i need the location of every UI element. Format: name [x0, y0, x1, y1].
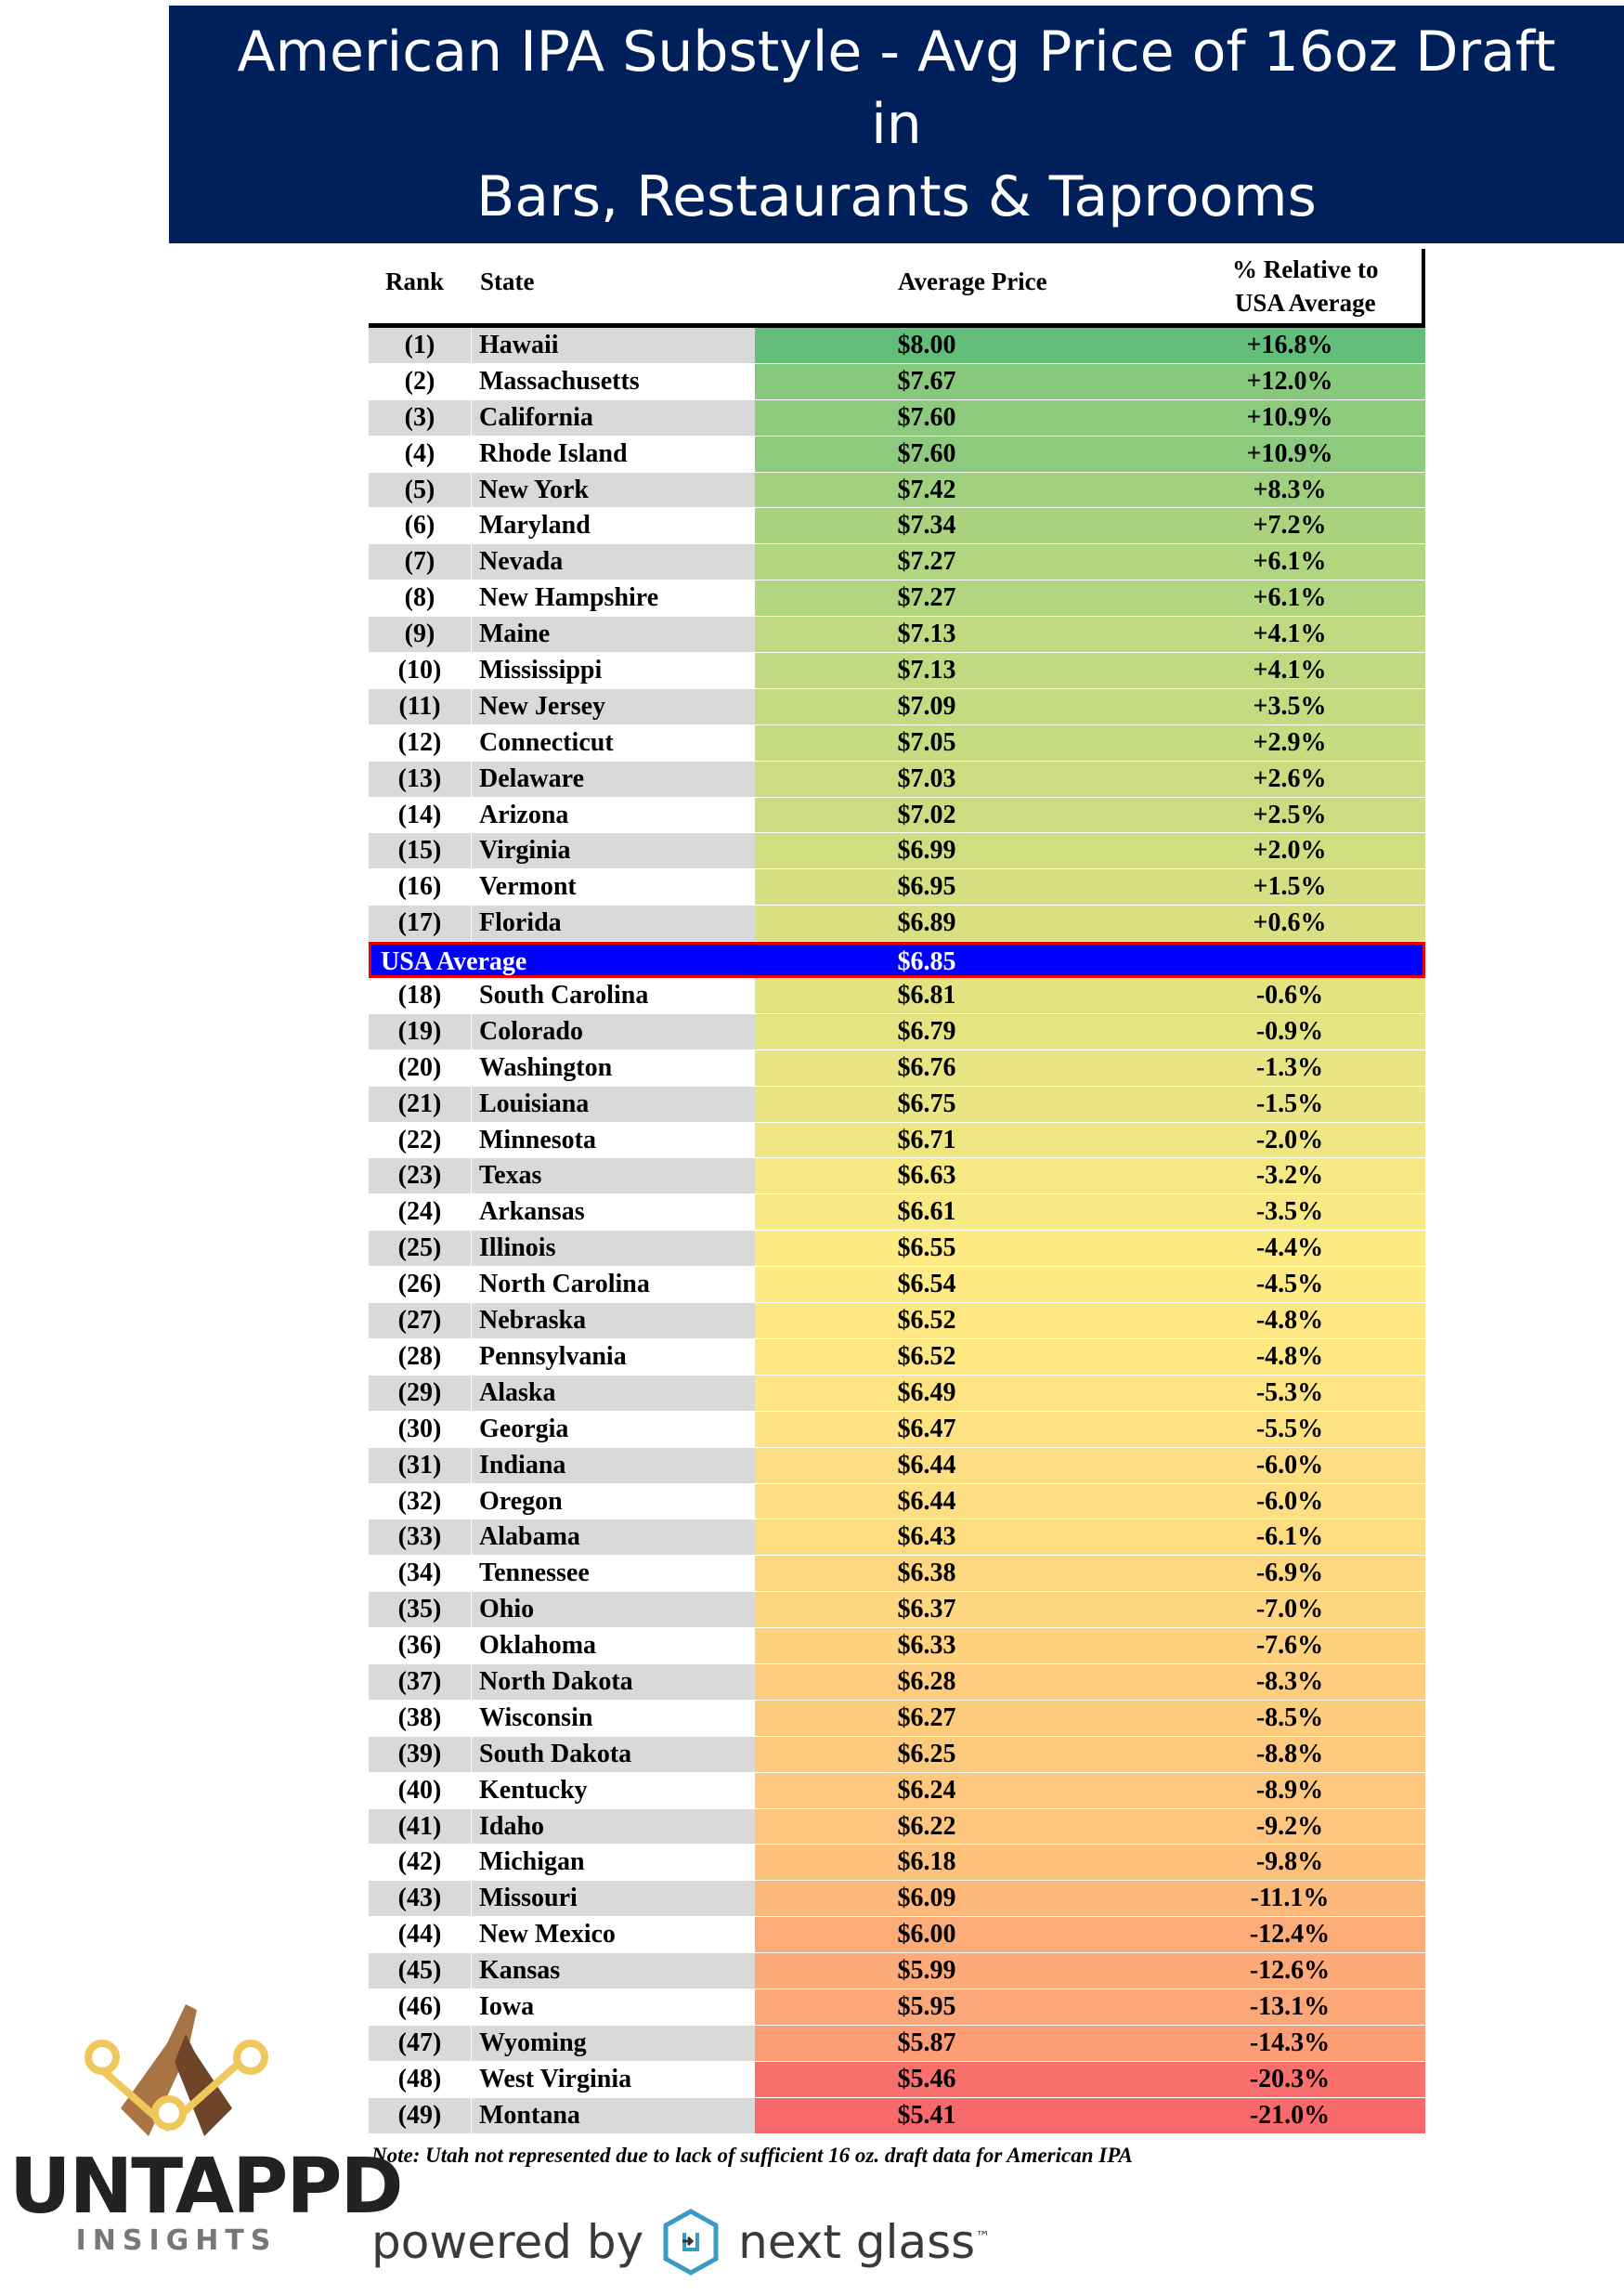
state-cell: Vermont: [471, 869, 755, 905]
rank-cell: (39): [369, 1737, 471, 1772]
state-cell: Nebraska: [471, 1303, 755, 1338]
table-row: [369, 2026, 1425, 2062]
table-row: [369, 869, 1425, 906]
header-state: State: [480, 267, 535, 295]
price-cell: $7.27: [755, 580, 1098, 616]
table-row: [369, 1087, 1425, 1123]
title-line-3: Bars, Restaurants & Taprooms: [476, 164, 1317, 229]
state-cell: South Dakota: [471, 1737, 755, 1772]
price-cell: $6.44: [755, 1484, 1098, 1519]
rank-cell: (48): [397, 2064, 442, 2093]
table-row: [369, 978, 1425, 1014]
state-cell: California: [471, 400, 755, 436]
price-cell: $6.27: [755, 1701, 1098, 1736]
state-cell: Delaware: [471, 762, 755, 797]
price-cell: $7.34: [755, 508, 1098, 543]
state-cell: Texas: [471, 1158, 755, 1193]
state-cell: Ohio: [471, 1592, 755, 1627]
table-row: [369, 1845, 1425, 1881]
title-banner: [169, 6, 1624, 243]
price-cell: $6.18: [755, 1845, 1098, 1880]
table-row: [369, 725, 1425, 762]
relative-cell: -7.6%: [1098, 1628, 1425, 1663]
rank-cell: (6): [404, 511, 435, 541]
rank-cell: (29): [369, 1376, 471, 1411]
table-row: [369, 1592, 1425, 1628]
rank-cell: (46): [397, 1991, 442, 2021]
state-cell: Hawaii: [471, 328, 755, 363]
rank-cell: (32): [397, 1486, 442, 1516]
rank-cell: (44): [397, 1920, 442, 1949]
relative-cell: -9.2%: [1098, 1809, 1425, 1845]
relative-cell: +4.1%: [1098, 653, 1425, 688]
state-cell: Nevada: [471, 544, 755, 580]
state-cell: Arizona: [471, 798, 755, 833]
state-cell: Oregon: [471, 1484, 755, 1519]
relative-cell: -4.5%: [1098, 1267, 1425, 1302]
relative-cell: +16.8%: [1098, 328, 1425, 363]
relative-cell: -4.8%: [1098, 1339, 1425, 1375]
state-cell: Mississippi: [471, 653, 755, 688]
rank-cell: (5): [369, 473, 471, 508]
table-row: [369, 1773, 1425, 1809]
state-cell: Wisconsin: [471, 1701, 755, 1736]
table-row: [369, 1953, 1425, 1989]
rank-cell: (11): [369, 689, 471, 724]
table-row: [369, 1737, 1425, 1773]
header-price: Average Price: [898, 267, 1047, 295]
relative-cell: -0.6%: [1098, 978, 1425, 1013]
rank-cell: (31): [369, 1448, 471, 1483]
relative-cell: +7.2%: [1098, 508, 1425, 543]
relative-cell: -8.5%: [1098, 1701, 1425, 1736]
table-row: [369, 544, 1425, 580]
footnote: Note: Utah not represented due to lack of sufficient 16 oz. draft data for American IPA: [371, 2144, 1133, 2167]
rank-cell: (19): [369, 1014, 471, 1050]
brand-name: next glass: [738, 2215, 976, 2269]
price-cell: $7.27: [755, 544, 1098, 580]
rank-cell: (16): [397, 872, 442, 902]
rank-cell: (4): [404, 438, 435, 468]
state-cell: Kansas: [471, 1953, 755, 1989]
table-row: [369, 2098, 1425, 2134]
price-cell: $5.41: [755, 2098, 1098, 2133]
price-cell: $6.79: [755, 1014, 1098, 1050]
state-cell: Tennessee: [471, 1556, 755, 1591]
relative-cell: +10.9%: [1098, 400, 1425, 436]
state-cell: Indiana: [471, 1448, 755, 1483]
state-cell: New Hampshire: [471, 580, 755, 616]
relative-cell: -1.5%: [1098, 1087, 1425, 1122]
price-cell: $7.60: [755, 437, 1098, 472]
rank-cell: (42): [397, 1847, 442, 1877]
table-row: [369, 1881, 1425, 1917]
relative-cell: -6.9%: [1098, 1556, 1425, 1591]
relative-cell: -14.3%: [1098, 2026, 1425, 2061]
state-cell: North Dakota: [471, 1664, 755, 1700]
state-cell: Montana: [471, 2098, 755, 2133]
relative-cell: -6.0%: [1098, 1484, 1425, 1519]
price-cell: $6.99: [755, 833, 1098, 868]
table-row: [369, 1123, 1425, 1159]
price-cell: $6.89: [755, 906, 1098, 941]
rank-cell: (36): [397, 1631, 442, 1661]
table-row: [369, 1809, 1425, 1845]
price-cell: $7.60: [755, 400, 1098, 436]
rank-cell: (14): [397, 800, 442, 829]
rank-cell: (13): [369, 762, 471, 797]
price-cell: $8.00: [755, 328, 1098, 363]
header-relative-line2: USA Average: [1234, 289, 1376, 317]
price-cell: $6.24: [755, 1773, 1098, 1808]
relative-cell: -1.3%: [1098, 1050, 1425, 1086]
state-cell: Illinois: [471, 1231, 755, 1266]
logo-wordmark: UNTAPPD: [9, 2143, 402, 2231]
relative-cell: +6.1%: [1098, 580, 1425, 616]
header-rank: Rank: [385, 267, 445, 295]
price-cell: $6.71: [755, 1123, 1098, 1158]
price-table: [369, 249, 1425, 2134]
relative-cell: -4.8%: [1098, 1303, 1425, 1338]
table-row: [369, 437, 1425, 473]
table-row: [369, 1412, 1425, 1448]
table-row: [369, 580, 1425, 617]
state-cell: Florida: [471, 906, 755, 941]
untappd-bottles-icon: [84, 1997, 269, 2145]
price-cell: $6.22: [755, 1809, 1098, 1845]
usa-average-price: $6.85: [897, 947, 956, 977]
rank-cell: (40): [397, 1775, 442, 1805]
powered-by-label: powered by: [371, 2215, 644, 2269]
table-row: [369, 798, 1425, 834]
price-cell: $6.81: [755, 978, 1098, 1013]
state-cell: North Carolina: [471, 1267, 755, 1302]
relative-cell: -2.0%: [1098, 1123, 1425, 1158]
state-cell: Maine: [471, 617, 755, 652]
price-cell: $6.09: [755, 1881, 1098, 1916]
price-cell: $6.61: [755, 1194, 1098, 1230]
price-cell: $6.75: [755, 1087, 1098, 1122]
usa-average-row: [369, 942, 1425, 978]
price-cell: $6.38: [755, 1556, 1098, 1591]
price-cell: $5.87: [755, 2026, 1098, 2061]
rank-cell: (38): [397, 1702, 442, 1732]
rank-cell: (17): [369, 906, 471, 941]
price-cell: $7.13: [755, 617, 1098, 652]
state-cell: Iowa: [471, 1989, 755, 2025]
state-cell: Connecticut: [471, 725, 755, 761]
header-relative: [1232, 253, 1378, 319]
rank-cell: (49): [369, 2098, 471, 2133]
relative-cell: -8.3%: [1098, 1664, 1425, 1700]
price-cell: $7.13: [755, 653, 1098, 688]
state-cell: Georgia: [471, 1412, 755, 1447]
table-row: [369, 689, 1425, 725]
rank-cell: (2): [404, 366, 435, 396]
state-cell: Massachusetts: [471, 364, 755, 399]
relative-cell: -7.0%: [1098, 1592, 1425, 1627]
rank-cell: (10): [397, 656, 442, 685]
rank-cell: (47): [369, 2026, 471, 2061]
table-row: [369, 617, 1425, 653]
relative-cell: -8.8%: [1098, 1737, 1425, 1772]
table-row: [369, 1484, 1425, 1520]
price-cell: $6.43: [755, 1519, 1098, 1555]
relative-cell: -3.2%: [1098, 1158, 1425, 1193]
relative-cell: -4.4%: [1098, 1231, 1425, 1266]
table-row: [369, 473, 1425, 509]
table-row: [369, 1556, 1425, 1592]
relative-cell: -11.1%: [1098, 1881, 1425, 1916]
relative-cell: +2.0%: [1098, 833, 1425, 868]
table-row: [369, 1050, 1425, 1087]
table-row: [369, 364, 1425, 400]
price-cell: $7.09: [755, 689, 1098, 724]
price-cell: $6.95: [755, 869, 1098, 905]
price-cell: $5.46: [755, 2062, 1098, 2097]
relative-cell: -12.4%: [1098, 1917, 1425, 1952]
rank-cell: (24): [397, 1197, 442, 1227]
next-glass-brand: [738, 2215, 990, 2269]
relative-cell: -13.1%: [1098, 1989, 1425, 2025]
table-row: [369, 1519, 1425, 1556]
state-cell: Pennsylvania: [471, 1339, 755, 1375]
relative-cell: +2.5%: [1098, 798, 1425, 833]
price-cell: $6.25: [755, 1737, 1098, 1772]
relative-cell: -20.3%: [1098, 2062, 1425, 2097]
state-cell: Washington: [471, 1050, 755, 1086]
relative-cell: +4.1%: [1098, 617, 1425, 652]
table-row: [369, 653, 1425, 689]
state-cell: Michigan: [471, 1845, 755, 1880]
price-cell: $6.55: [755, 1231, 1098, 1266]
rank-cell: (41): [369, 1809, 471, 1845]
table-row: [369, 1267, 1425, 1303]
rank-cell: (3): [369, 400, 471, 436]
relative-cell: -6.0%: [1098, 1448, 1425, 1483]
price-cell: $5.95: [755, 1989, 1098, 2025]
state-cell: Arkansas: [471, 1194, 755, 1230]
price-cell: $6.52: [755, 1339, 1098, 1375]
usa-average-label: USA Average: [381, 947, 527, 977]
price-cell: $6.47: [755, 1412, 1098, 1447]
relative-cell: +2.6%: [1098, 762, 1425, 797]
relative-cell: +2.9%: [1098, 725, 1425, 761]
rank-cell: (37): [369, 1664, 471, 1700]
table-row: [369, 833, 1425, 869]
price-cell: $6.44: [755, 1448, 1098, 1483]
state-cell: South Carolina: [471, 978, 755, 1013]
state-cell: Alaska: [471, 1376, 755, 1411]
state-cell: New Mexico: [471, 1917, 755, 1952]
price-cell: $7.05: [755, 725, 1098, 761]
relative-cell: -21.0%: [1098, 2098, 1425, 2133]
table-body: [369, 328, 1425, 2134]
relative-cell: +10.9%: [1098, 437, 1425, 472]
header-relative-line1: % Relative to: [1232, 255, 1379, 283]
state-cell: Kentucky: [471, 1773, 755, 1808]
relative-cell: -0.9%: [1098, 1014, 1425, 1050]
table-row: [369, 1628, 1425, 1664]
table-header: [369, 249, 1425, 328]
state-cell: New Jersey: [471, 689, 755, 724]
table-row: [369, 508, 1425, 544]
relative-cell: -5.5%: [1098, 1412, 1425, 1447]
rank-cell: (20): [397, 1052, 442, 1082]
title-line-1: American IPA Substyle - Avg Price of 16oz Draft: [237, 20, 1556, 85]
price-cell: $5.99: [755, 1953, 1098, 1989]
rank-cell: (9): [369, 617, 471, 652]
rank-cell: (26): [397, 1270, 442, 1299]
table-row: [369, 1448, 1425, 1484]
price-cell: $6.28: [755, 1664, 1098, 1700]
rank-cell: (35): [369, 1592, 471, 1627]
table-row: [369, 1231, 1425, 1267]
relative-cell: -9.8%: [1098, 1845, 1425, 1880]
relative-cell: +3.5%: [1098, 689, 1425, 724]
rank-cell: (12): [397, 727, 442, 757]
table-row: [369, 1339, 1425, 1376]
price-cell: $7.67: [755, 364, 1098, 399]
relative-cell: -5.3%: [1098, 1376, 1425, 1411]
table-row: [369, 1303, 1425, 1339]
state-cell: West Virginia: [471, 2062, 755, 2097]
table-row: [369, 1664, 1425, 1701]
rank-cell: (23): [369, 1158, 471, 1193]
relative-cell: -8.9%: [1098, 1773, 1425, 1808]
state-cell: Wyoming: [471, 2026, 755, 2061]
untappd-insights-logo: [9, 1997, 402, 2257]
title-line-2: in: [871, 92, 922, 157]
state-cell: Alabama: [471, 1519, 755, 1555]
rank-cell: (28): [397, 1341, 442, 1371]
relative-cell: +8.3%: [1098, 473, 1425, 508]
state-cell: New York: [471, 473, 755, 508]
rank-cell: (45): [369, 1953, 471, 1989]
rank-cell: (7): [369, 544, 471, 580]
state-cell: Missouri: [471, 1881, 755, 1916]
rank-cell: (33): [369, 1519, 471, 1555]
rank-cell: (21): [369, 1087, 471, 1122]
next-glass-hex-icon: [662, 2209, 720, 2275]
rank-cell: (30): [397, 1414, 442, 1443]
table-row: [369, 1194, 1425, 1231]
rank-cell: (22): [397, 1125, 442, 1154]
rank-cell: (18): [397, 981, 442, 1011]
state-cell: Louisiana: [471, 1087, 755, 1122]
price-cell: $6.00: [755, 1917, 1098, 1952]
table-row: [369, 1701, 1425, 1737]
table-row: [369, 762, 1425, 798]
state-cell: Maryland: [471, 508, 755, 543]
rank-cell: (27): [369, 1303, 471, 1338]
price-cell: $7.03: [755, 762, 1098, 797]
table-row: [369, 400, 1425, 437]
relative-cell: -3.5%: [1098, 1194, 1425, 1230]
relative-cell: -12.6%: [1098, 1953, 1425, 1989]
state-cell: Virginia: [471, 833, 755, 868]
trademark: ™: [975, 2227, 991, 2246]
relative-cell: +6.1%: [1098, 544, 1425, 580]
relative-cell: +12.0%: [1098, 364, 1425, 399]
price-cell: $6.33: [755, 1628, 1098, 1663]
state-cell: Minnesota: [471, 1123, 755, 1158]
rank-cell: (15): [369, 833, 471, 868]
price-cell: $6.49: [755, 1376, 1098, 1411]
relative-cell: +0.6%: [1098, 906, 1425, 941]
state-cell: Colorado: [471, 1014, 755, 1050]
table-row: [369, 1158, 1425, 1194]
price-cell: $7.02: [755, 798, 1098, 833]
table-row: [369, 328, 1425, 364]
price-cell: $6.76: [755, 1050, 1098, 1086]
state-cell: Idaho: [471, 1809, 755, 1845]
table-row: [369, 1014, 1425, 1050]
state-cell: Rhode Island: [471, 437, 755, 472]
table-row: [369, 1989, 1425, 2026]
table-row: [369, 906, 1425, 942]
rank-cell: (1): [369, 328, 471, 363]
relative-cell: -6.1%: [1098, 1519, 1425, 1555]
price-cell: $6.63: [755, 1158, 1098, 1193]
powered-by: [371, 2209, 990, 2275]
logo-subtitle: INSIGHTS: [75, 2224, 278, 2257]
rank-cell: (25): [369, 1231, 471, 1266]
rank-cell: (43): [369, 1881, 471, 1916]
price-cell: $6.54: [755, 1267, 1098, 1302]
table-row: [369, 2062, 1425, 2098]
price-cell: $6.37: [755, 1592, 1098, 1627]
price-cell: $7.42: [755, 473, 1098, 508]
rank-cell: (34): [397, 1558, 442, 1588]
state-cell: Oklahoma: [471, 1628, 755, 1663]
table-row: [369, 1917, 1425, 1953]
price-cell: $6.52: [755, 1303, 1098, 1338]
relative-cell: +1.5%: [1098, 869, 1425, 905]
rank-cell: (8): [404, 583, 435, 613]
table-row: [369, 1376, 1425, 1412]
